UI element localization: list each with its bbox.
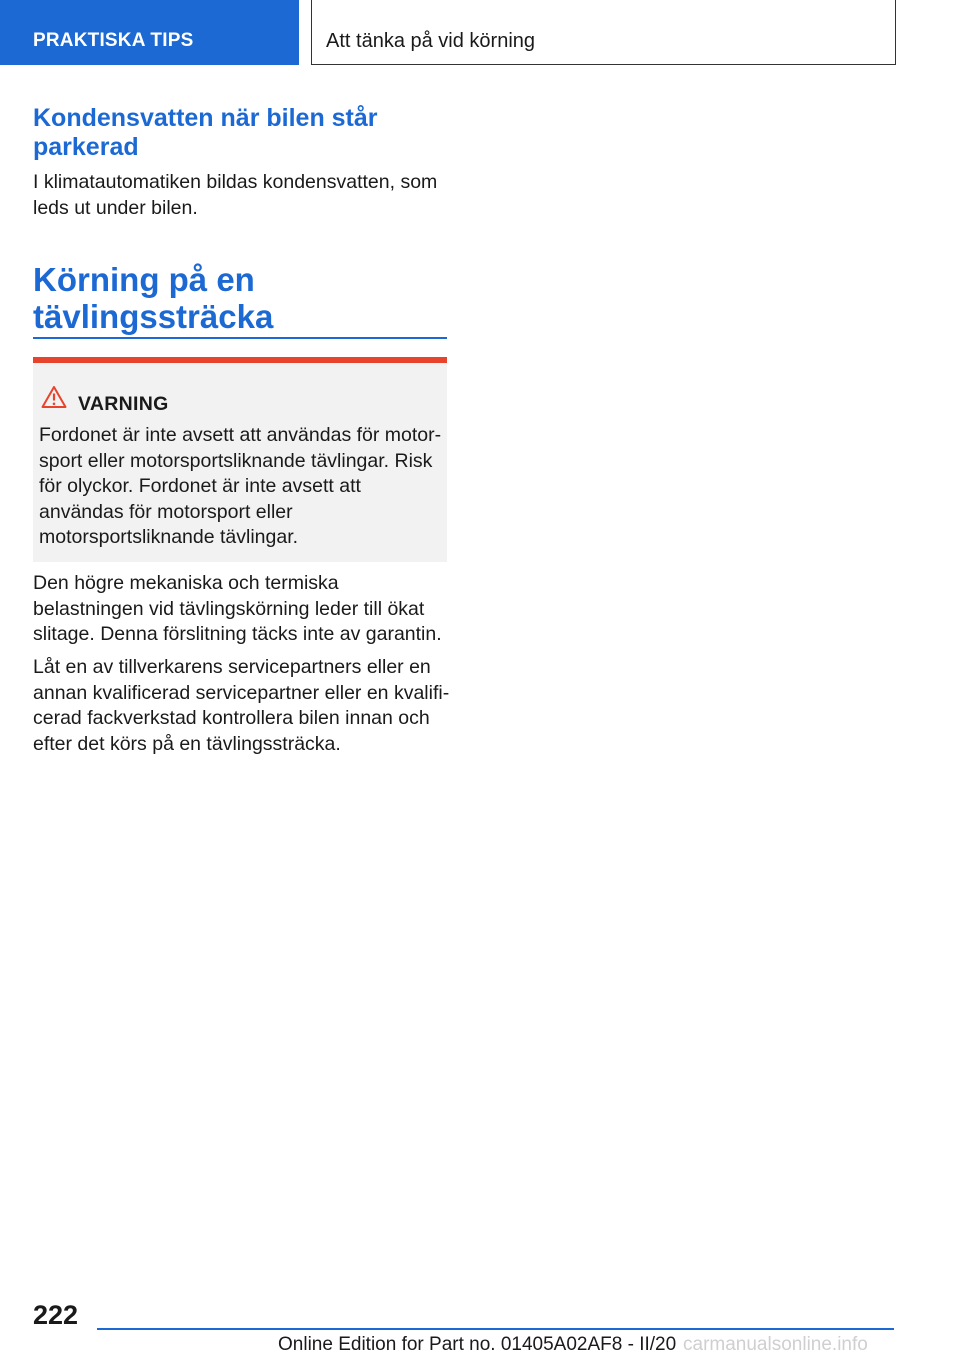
racetrack-paragraph-1: Den högre mekaniska och termiska belastningen vid tävlingskörning leder till ökat slitage. Denna förslitning täcks inte av garantin.	[33, 572, 442, 645]
racetrack-heading: Körning på en tävlingssträcka	[33, 261, 274, 335]
edition-footer: Online Edition for Part no. 01405A02AF8 - II/20	[278, 1334, 677, 1355]
watermark: carmanualsonline.info	[683, 1334, 868, 1355]
warning-triangle-icon	[41, 385, 67, 409]
warning-box	[33, 357, 447, 562]
racetrack-paragraph-2: Låt en av tillverkarens servicepartners eller en annan kvalificerad servicepartner eller en kvalificerad fackverkstad kontrollera bilen innan och efter det körs på en tävlingssträcka.	[33, 656, 450, 755]
chapter-title: Att tänka på vid körning	[311, 0, 896, 65]
heading-divider	[33, 337, 447, 339]
warning-title: VARNING	[78, 393, 169, 415]
footer-divider	[97, 1328, 894, 1330]
page-number: 222	[33, 1300, 79, 1330]
condensation-heading: Kondensvatten när bilen står parkerad	[33, 104, 378, 161]
section-tab: PRAKTISKA TIPS	[0, 0, 299, 65]
condensation-text: I klimatautomatiken bildas kondensvatten, som leds ut under bilen.	[33, 171, 438, 219]
warning-text: Fordonet är inte avsett att användas för motorsport eller motorsportsliknande tävlingar. Risk för olyckor. Fordonet är inte avsett att användas för motorsport eller motorsportsliknande tävlingar.	[39, 424, 442, 548]
